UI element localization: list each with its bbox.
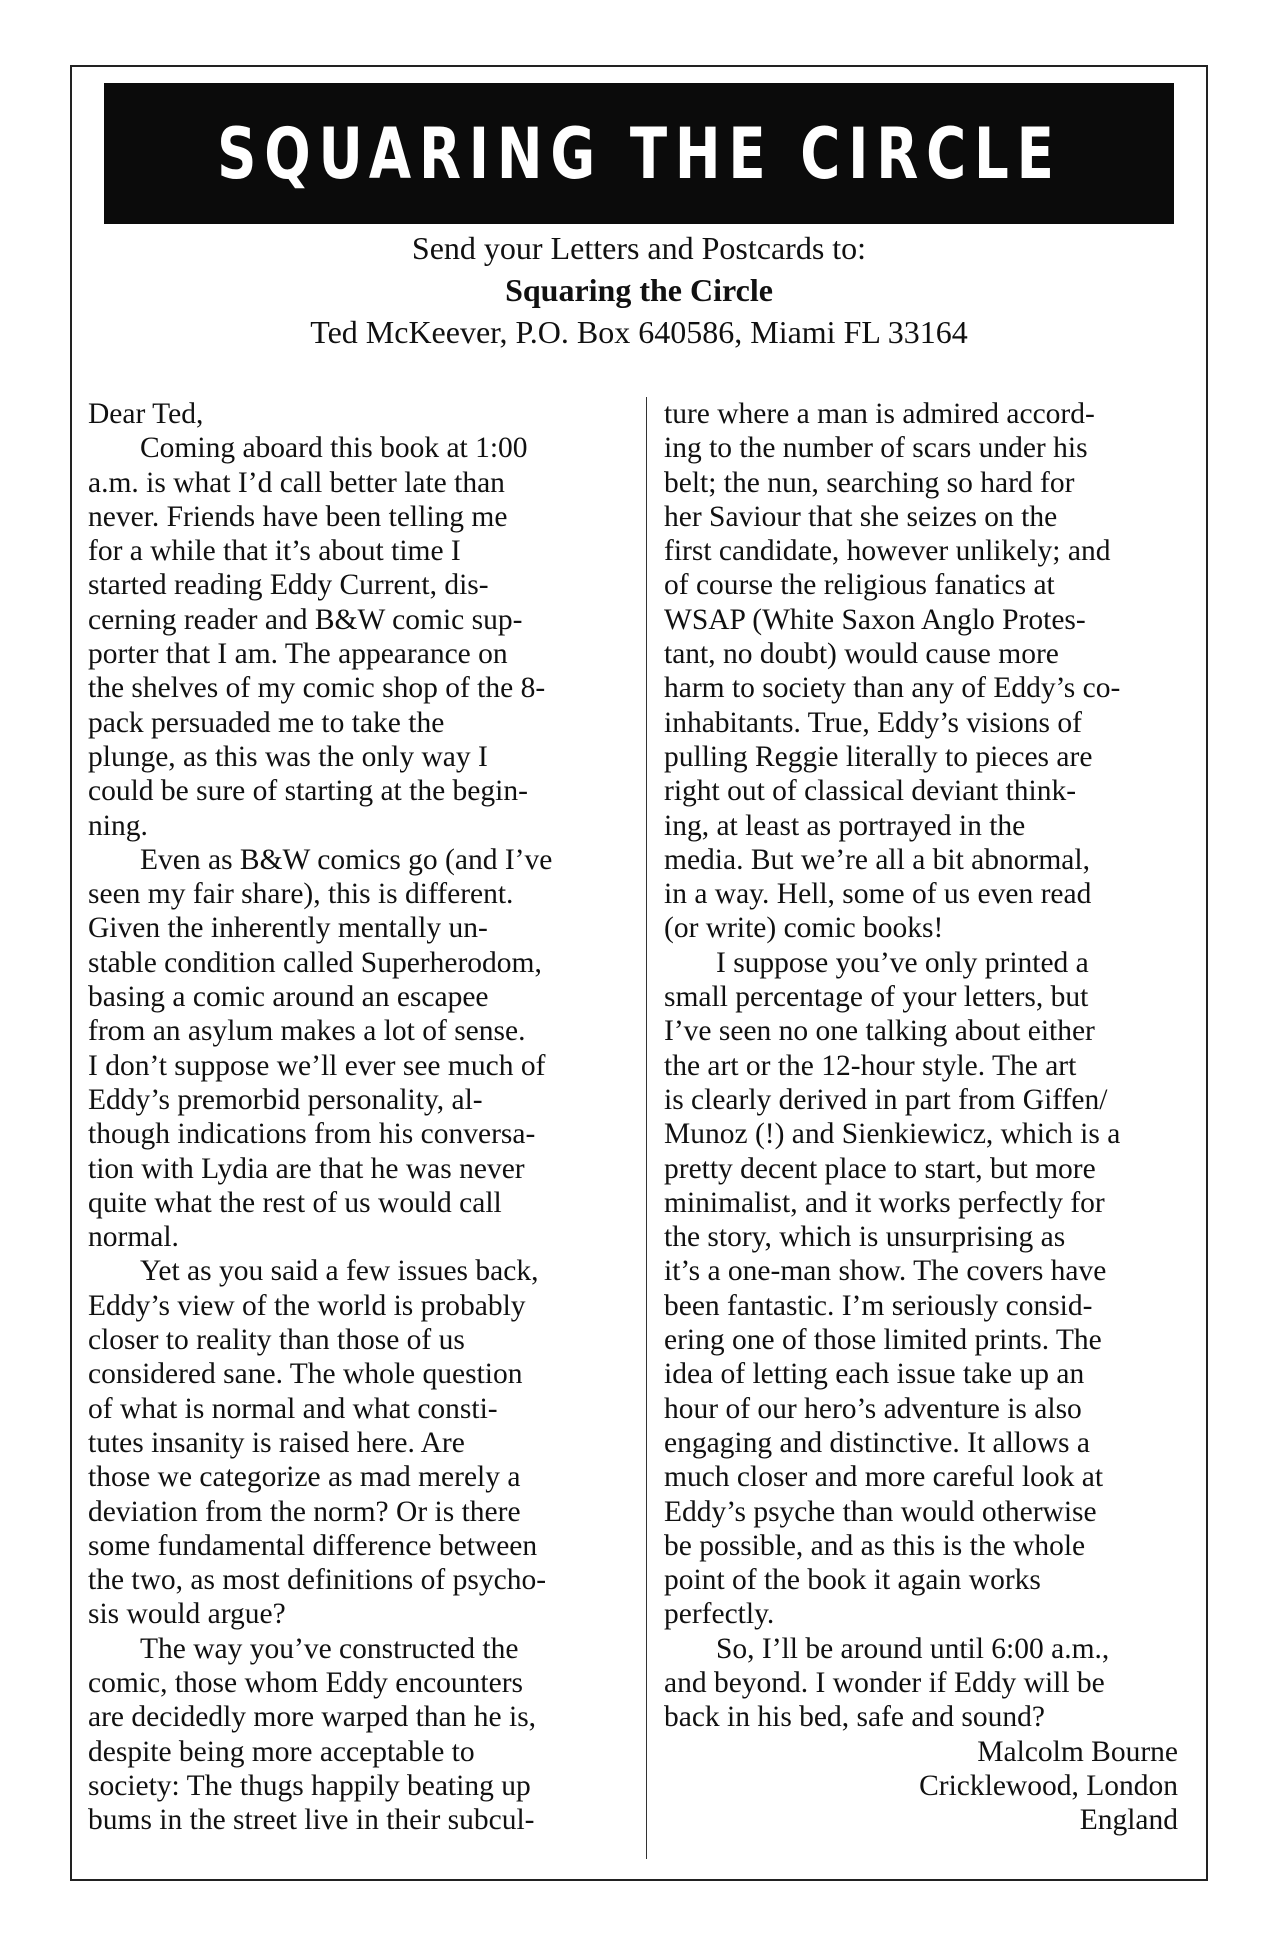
letter-line: Coming aboard this book at 1:00 bbox=[140, 432, 528, 465]
letter-line: closer to reality than those of us bbox=[88, 1324, 465, 1357]
letter-line: society: The thugs happily beating up bbox=[88, 1769, 531, 1802]
column-divider bbox=[646, 397, 647, 1859]
letter-line: perfectly. bbox=[664, 1598, 775, 1631]
address-intro: Send your Letters and Postcards to: bbox=[411, 230, 867, 266]
address-street: Ted McKeever, P.O. Box 640586, Miami FL 33164 bbox=[310, 314, 968, 350]
letter-line: seen my fair share), this is different. bbox=[88, 878, 514, 911]
letter-line: considered sane. The whole question bbox=[88, 1358, 523, 1391]
letter-line: Yet as you said a few issues back, bbox=[140, 1255, 539, 1288]
letter-line: point of the book it again works bbox=[664, 1564, 1041, 1597]
letter-line: Munoz (!) and Sienkiewicz, which is a bbox=[664, 1118, 1121, 1151]
letter-line: some fundamental difference between bbox=[88, 1529, 538, 1562]
letter-line: idea of letting each issue take up an bbox=[664, 1358, 1085, 1391]
letter-line: be possible, and as this is the whole bbox=[664, 1529, 1086, 1562]
letter-line: though indications from his conversa- bbox=[88, 1118, 536, 1151]
letter-line: sis would argue? bbox=[88, 1598, 286, 1631]
letter-line: it’s a one-man show. The covers have bbox=[664, 1255, 1107, 1288]
letter-line: media. But we’re all a bit abnormal, bbox=[664, 843, 1090, 876]
letter-line: minimalist, and it works perfectly for bbox=[664, 1186, 1105, 1219]
letter-line: started reading Eddy Current, dis- bbox=[88, 569, 489, 602]
letter-line: hour of our hero’s adventure is also bbox=[664, 1392, 1082, 1425]
letter-line: and beyond. I wonder if Eddy will be bbox=[664, 1666, 1105, 1699]
letter-line: bums in the street live in their subcul- bbox=[88, 1804, 535, 1837]
letter-column-right bbox=[664, 397, 1204, 1837]
letter-line: Even as B&W comics go (and I’ve bbox=[140, 843, 553, 876]
letter-line: porter that I am. The appearance on bbox=[88, 638, 508, 671]
letter-line: (or write) comic books! bbox=[664, 912, 944, 945]
letter-line: engaging and distinctive. It allows a bbox=[664, 1426, 1091, 1459]
letter-line: tant, no doubt) would cause more bbox=[664, 638, 1059, 671]
letter-line: been fantastic. I’m seriously consid- bbox=[664, 1289, 1093, 1322]
letter-line: pulling Reggie literally to pieces are bbox=[664, 740, 1093, 773]
letter-line: of what is normal and what consti- bbox=[88, 1392, 498, 1425]
letter-line: in a way. Hell, some of us even read bbox=[664, 878, 1092, 911]
letter-line: could be sure of starting at the begin- bbox=[88, 775, 528, 808]
letter-line: Given the inherently mentally un- bbox=[88, 912, 488, 945]
letter-line: stable condition called Superherodom, bbox=[88, 946, 542, 979]
letter-line: quite what the rest of us would call bbox=[88, 1186, 502, 1219]
letter-line: first candidate, however unlikely; and bbox=[664, 535, 1111, 568]
letter-line: her Saviour that she seizes on the bbox=[664, 500, 1058, 533]
letter-line: tutes insanity is raised here. Are bbox=[88, 1426, 465, 1459]
letter-line: The way you’ve constructed the bbox=[140, 1632, 519, 1665]
letter-line: the story, which is unsurprising as bbox=[664, 1221, 1066, 1254]
letter-column-left bbox=[88, 397, 633, 1837]
letter-line: the two, as most definitions of psycho- bbox=[88, 1564, 547, 1597]
letter-line: ering one of those limited prints. The bbox=[664, 1324, 1102, 1357]
letter-line: tion with Lydia are that he was never bbox=[88, 1152, 525, 1185]
letter-line: ning. bbox=[88, 809, 148, 842]
letter-line: those we categorize as mad merely a bbox=[88, 1461, 521, 1494]
letter-line: the art or the 12-hour style. The art bbox=[664, 1049, 1077, 1082]
letter-line: much closer and more careful look at bbox=[664, 1461, 1104, 1494]
letter-line: So, I’ll be around until 6:00 a.m., bbox=[716, 1632, 1110, 1665]
column-banner bbox=[104, 83, 1174, 224]
letter-line: Eddy’s premorbid personality, al- bbox=[88, 1083, 483, 1116]
letter-line: back in his bed, safe and sound? bbox=[664, 1701, 1045, 1734]
letter-line: are decidedly more warped than he is, bbox=[88, 1701, 537, 1734]
address-column-name: Squaring the Circle bbox=[505, 272, 773, 308]
letter-line: ing to the number of scars under his bbox=[664, 432, 1088, 465]
letter-line: ing, at least as portrayed in the bbox=[664, 809, 1026, 842]
letter-line: Eddy’s psyche than would otherwise bbox=[664, 1495, 1097, 1528]
letter-line: the shelves of my comic shop of the 8- bbox=[88, 672, 546, 705]
letter-line: small percentage of your letters, but bbox=[664, 981, 1089, 1014]
letter-line: plunge, as this was the only way I bbox=[88, 740, 488, 773]
letter-line: England bbox=[1079, 1804, 1178, 1837]
letter-line: despite being more acceptable to bbox=[88, 1735, 475, 1768]
letter-line: Malcolm Bourne bbox=[977, 1735, 1178, 1768]
letter-line: I suppose you’ve only printed a bbox=[716, 946, 1089, 979]
letter-line: WSAP (White Saxon Anglo Protes- bbox=[664, 603, 1086, 636]
letter-line: harm to society than any of Eddy’s co- bbox=[664, 672, 1121, 705]
letter-line: for a while that it’s about time I bbox=[88, 535, 461, 568]
letter-line: of course the religious fanatics at bbox=[664, 569, 1055, 602]
letter-line: a.m. is what I’d call better late than bbox=[88, 466, 505, 499]
letter-line: cerning reader and B&W comic sup- bbox=[88, 603, 523, 636]
letter-line: belt; the nun, searching so hard for bbox=[664, 466, 1075, 499]
mailing-address bbox=[72, 227, 1206, 353]
letter-line: ture where a man is admired accord- bbox=[664, 398, 1095, 430]
letter-line: Eddy’s view of the world is probably bbox=[88, 1289, 526, 1322]
letter-line: inhabitants. True, Eddy’s visions of bbox=[664, 706, 1082, 739]
letter-line: from an asylum makes a lot of sense. bbox=[88, 1015, 526, 1048]
banner-title: SQUARING THE CIRCLE bbox=[216, 112, 1062, 195]
letter-line: I don’t suppose we’ll ever see much of bbox=[88, 1049, 546, 1082]
letter-line: pack persuaded me to take the bbox=[88, 706, 445, 739]
letter-line: never. Friends have been telling me bbox=[88, 500, 508, 533]
letters-page-frame bbox=[70, 65, 1208, 1881]
letter-line: normal. bbox=[88, 1221, 179, 1254]
letter-line: comic, those whom Eddy encounters bbox=[88, 1666, 524, 1699]
letter-line: Dear Ted, bbox=[88, 398, 204, 430]
letter-line: deviation from the norm? Or is there bbox=[88, 1495, 521, 1528]
letter-line: is clearly derived in part from Giffen/ bbox=[664, 1083, 1108, 1116]
letter-line: right out of classical deviant think- bbox=[664, 775, 1077, 808]
letter-line: pretty decent place to start, but more bbox=[664, 1152, 1096, 1185]
letter-line: Cricklewood, London bbox=[919, 1769, 1178, 1802]
letter-line: basing a comic around an escapee bbox=[88, 981, 489, 1014]
letter-line: I’ve seen no one talking about either bbox=[664, 1015, 1095, 1048]
